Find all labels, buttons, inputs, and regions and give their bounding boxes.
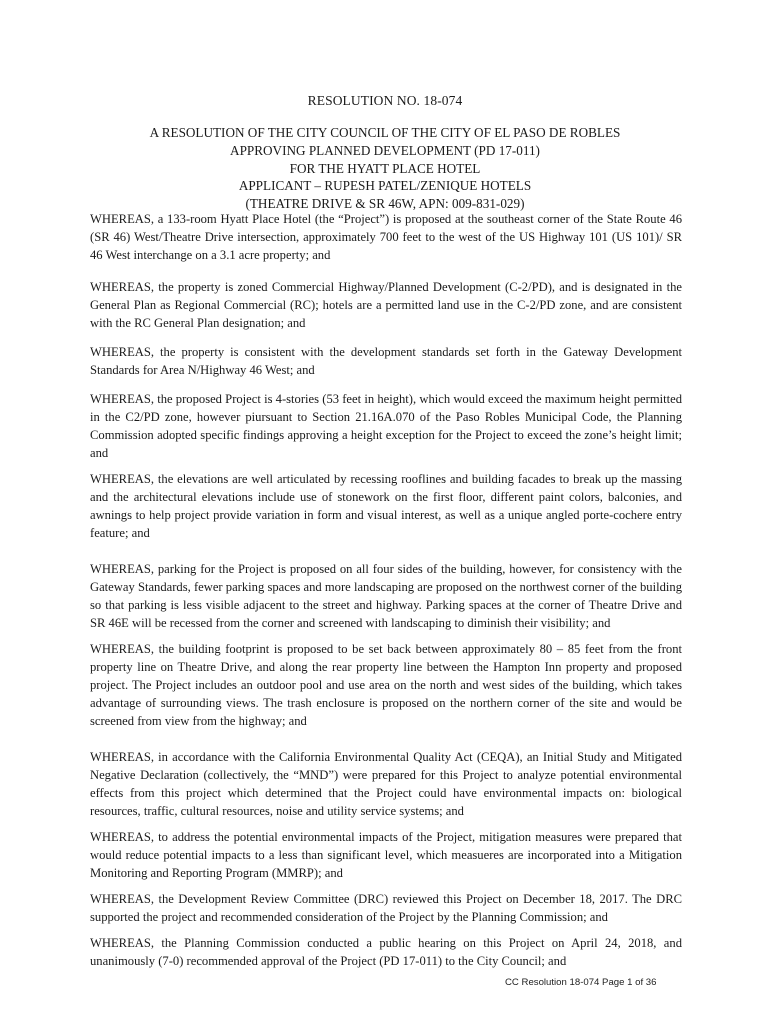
whereas-paragraph: WHEREAS, the building footprint is proposed to be set back between approximately 80 – 85 feet from the front property line on Theatre Drive, and along the rear property line between the Hampton Inn property and proposed project. The Project includes an outdoor pool and use area on the north and west sides of the building, which takes advantage of surrounding views. The trash enclosure is proposed on the northern corner of the site and would be screened from view from the highway; and: [90, 642, 682, 728]
whereas-paragraph: WHEREAS, the property is zoned Commercial Highway/Planned Development (C-2/PD), and is designated in the General Plan as Regional Commercial (RC); hotels are a permitted land use in the C-2/PD zone, and are consistent with the RC General Plan designation; and: [90, 280, 682, 330]
title-line: A RESOLUTION OF THE CITY COUNCIL OF THE CITY OF EL PASO DE ROBLES: [149, 125, 621, 140]
whereas-paragraph: WHEREAS, the Development Review Committee (DRC) reviewed this Project on December 18, 2017. The DRC supported the project and recommended consideration of the Project by the Planning Commission; and: [90, 892, 682, 924]
whereas-paragraph: WHEREAS, a 133-room Hyatt Place Hotel (the “Project”) is proposed at the southeast corner of the State Route 46 (SR 46) West/Theatre Drive intersection, approximately 700 feet to the west of the US Highway 101 (US 101)/ SR 46 West interchange on a 3.1 acre property; and: [90, 212, 682, 262]
whereas-paragraph: WHEREAS, the elevations are well articulated by recessing rooflines and building facades to break up the massing and the architectural elevations include use of stonework on the first floor, different paint colors, balconies, and awnings to help project provide variation in form and visual interest, as well as a unique angled porte-cochere entry feature; and: [90, 472, 682, 540]
resolution-title: [90, 124, 680, 213]
title-line: APPROVING PLANNED DEVELOPMENT (PD 17-011): [230, 142, 540, 158]
whereas-paragraph: WHEREAS, the proposed Project is 4-stories (53 feet in height), which would exceed the maximum height permitted in the C2/PD zone, however piursuant to Section 21.16A.070 of the Paso Robles Municipal Code, the Planning Commission adopted specific findings approving a height exception for the Project to exceed the zone’s height limit; and: [90, 392, 682, 460]
whereas-paragraph: WHEREAS, parking for the Project is proposed on all four sides of the building, however, for consistency with the Gateway Standards, fewer parking spaces and more landscaping are proposed on the northwest corner of the building so that parking is less visible adjacent to the street and highway. Parking spaces at the corner of Theatre Drive and SR 46E will be recessed from the corner and screened with landscaping to diminish their visibility; and: [90, 562, 682, 630]
resolution-number: RESOLUTION NO. 18-074: [307, 93, 463, 108]
whereas-paragraph: WHEREAS, in accordance with the California Environmental Quality Act (CEQA), an Initial Study and Mitigated Negative Declaration (collectively, the “MND”) were prepared for this Project to analyze potential environmental effects from this project which determined that the Project could have environmental impacts on: biological resources, traffic, cultural resources, noise and utility service systems; and: [90, 750, 682, 818]
document-body: [90, 210, 682, 970]
title-line: APPLICANT – RUPESH PATEL/ZENIQUE HOTELS: [238, 178, 532, 194]
page-footer: CC Resolution 18-074 Page 1 of 36: [505, 977, 657, 988]
whereas-paragraph: WHEREAS, the property is consistent with the development standards set forth in the Gateway Development Standards for Area N/Highway 46 West; and: [90, 345, 682, 377]
title-line: (THEATRE DRIVE & SR 46W, APN: 009-831-029): [245, 196, 525, 212]
title-line: FOR THE HYATT PLACE HOTEL: [289, 160, 481, 176]
whereas-paragraph: WHEREAS, to address the potential environmental impacts of the Project, mitigation measures were prepared that would reduce potential impacts to a less than significant level, which measueres are incorporated into a Mitigation Monitoring and Reporting Program (MMRP); and: [90, 830, 682, 880]
whereas-paragraph: WHEREAS, the Planning Commission conducted a public hearing on this Project on April 24, 2018, and unanimously (7-0) recommended approval of the Project (PD 17-011) to the City Council; and: [90, 936, 682, 968]
